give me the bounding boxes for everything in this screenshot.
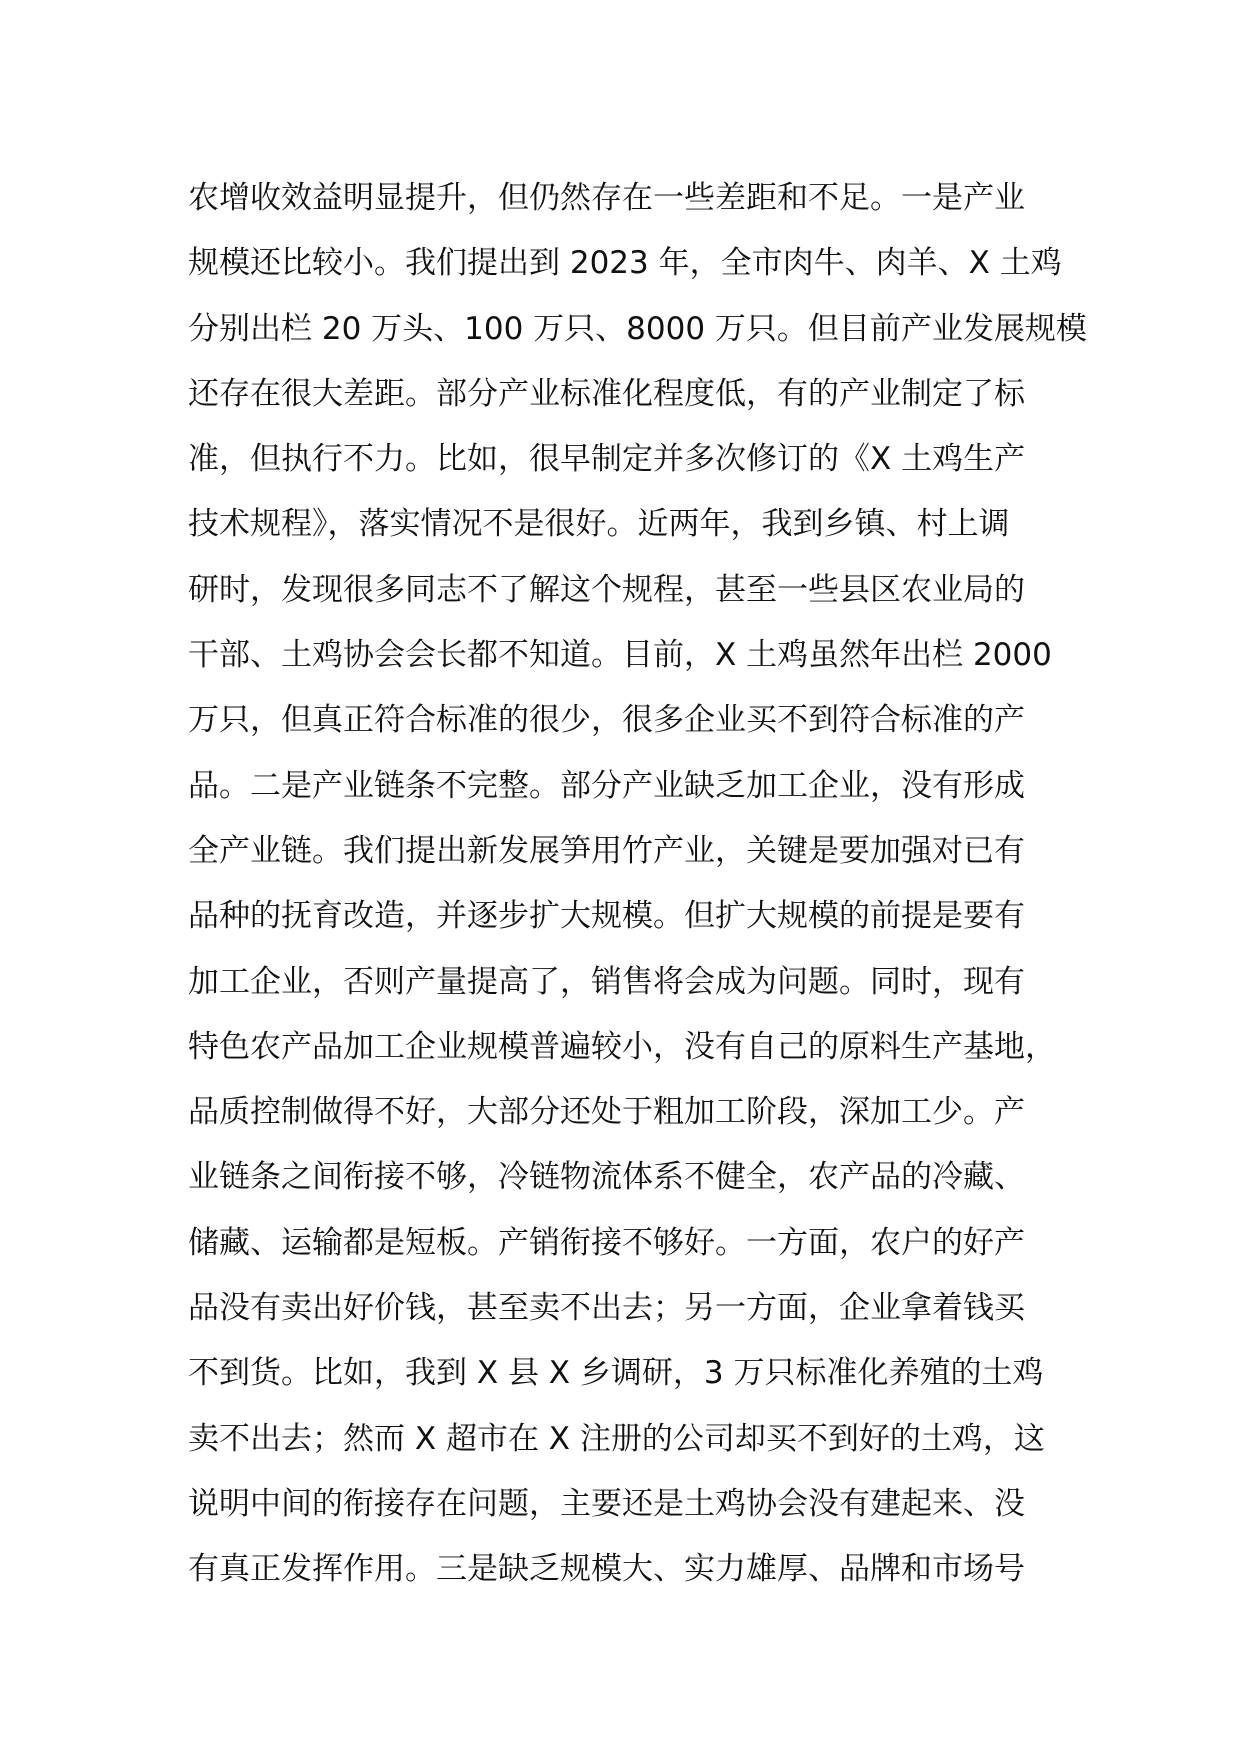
text-line: 品种的抚育改造，并逐步扩大规模。但扩大规模的前提是要有	[188, 898, 1025, 935]
body-paragraph	[188, 166, 1088, 1603]
text-line: 不到货。比如，我到 X 县 X 乡调研，3 万只标准化养殖的土鸡	[188, 1355, 1044, 1392]
text-line: 品质控制做得不好，大部分还处于粗加工阶段，深加工少。产	[188, 1094, 1025, 1131]
text-line: 干部、土鸡协会会长都不知道。目前，X 土鸡虽然年出栏 2000	[188, 637, 1052, 674]
text-line: 说明中间的衔接存在问题，主要还是土鸡协会没有建起来、没	[188, 1485, 1025, 1522]
text-line: 万只，但真正符合标准的很少，很多企业买不到符合标准的产	[188, 702, 1025, 739]
text-line: 技术规程》，落实情况不是很好。近两年，我到乡镇、村上调	[188, 506, 1010, 543]
text-line: 研时，发现很多同志不了解这个规程，甚至一些县区农业局的	[188, 571, 1025, 608]
text-line: 品。二是产业链条不完整。部分产业缺乏加工企业，没有形成	[188, 767, 1025, 804]
text-line: 有真正发挥作用。三是缺乏规模大、实力雄厚、品牌和市场号	[188, 1551, 1025, 1588]
text-line: 全产业链。我们提出新发展笋用竹产业，关键是要加强对已有	[188, 832, 1025, 869]
text-line: 特色农产品加工企业规模普遍较小，没有自己的原料生产基地，	[188, 1028, 1056, 1065]
text-line: 农增收效益明显提升，但仍然存在一些差距和不足。一是产业	[188, 180, 1025, 216]
text-line: 加工企业，否则产量提高了，销售将会成为问题。同时，现有	[188, 963, 1025, 1000]
text-line: 准，但执行不力。比如，很早制定并多次修订的《X 土鸡生产	[188, 441, 1026, 478]
text-line: 业链条之间衔接不够，冷链物流体系不健全，农产品的冷藏、	[188, 1159, 1025, 1196]
text-line: 还存在很大差距。部分产业标准化程度低，有的产业制定了标	[188, 375, 1025, 412]
text-line: 规模还比较小。我们提出到 2023 年，全市肉牛、肉羊、X 土鸡	[188, 245, 1062, 282]
text-line: 储藏、运输都是短板。产销衔接不够好。一方面，农户的好产	[188, 1224, 1025, 1261]
text-line: 分别出栏 20 万头、100 万只、8000 万只。但目前产业发展规模	[188, 310, 1087, 347]
text-line: 卖不出去；然而 X 超市在 X 注册的公司却买不到好的土鸡，这	[188, 1420, 1045, 1457]
text-line: 品没有卖出好价钱，甚至卖不出去；另一方面，企业拿着钱买	[188, 1290, 1025, 1327]
